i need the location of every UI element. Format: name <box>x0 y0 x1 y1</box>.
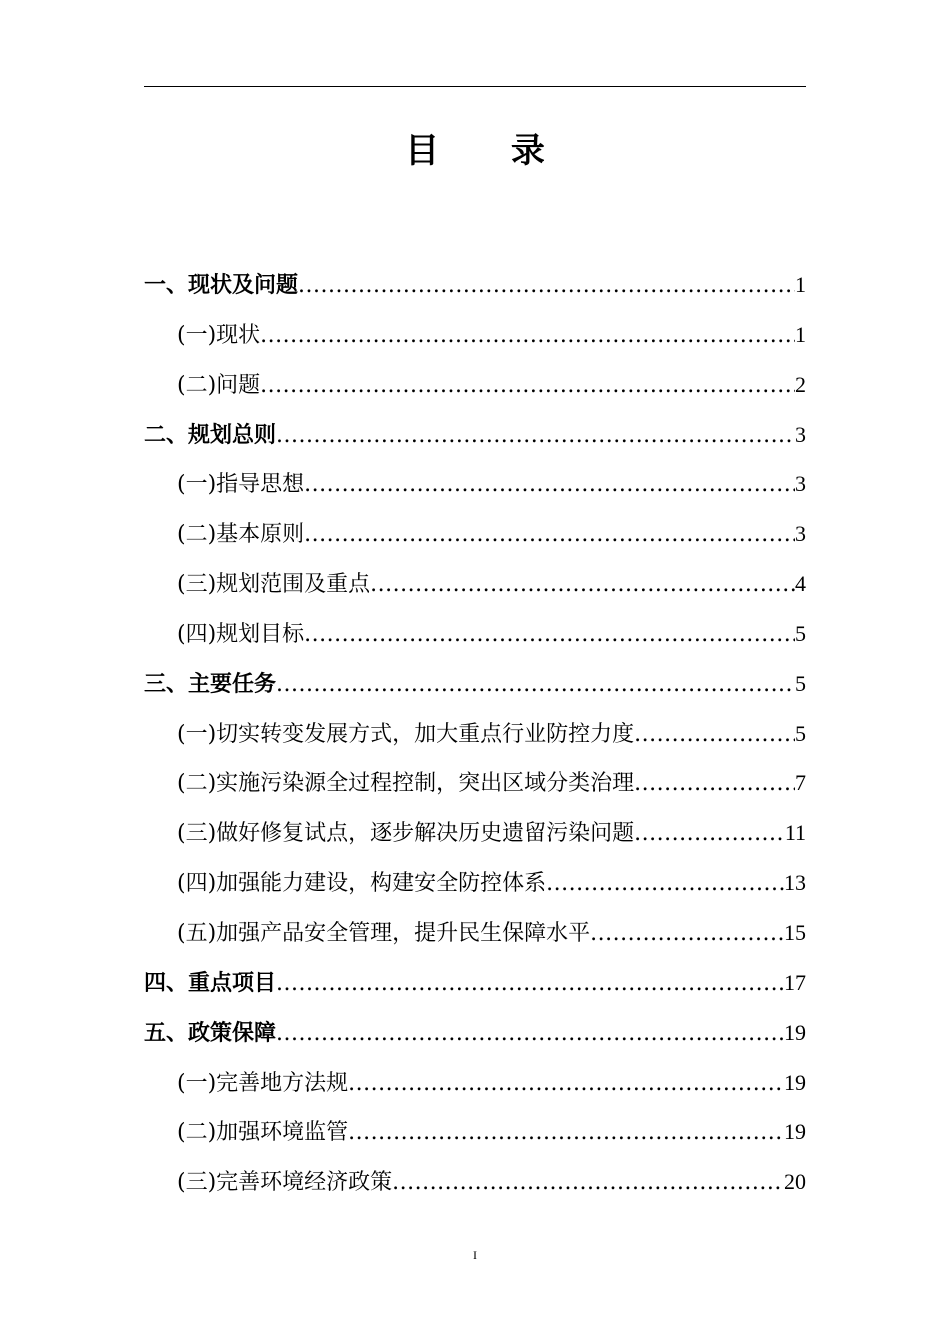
toc-dot-leader <box>304 613 795 657</box>
toc-entry-title: (四)规划目标 <box>177 621 305 647</box>
toc-page-number: 5 <box>795 720 806 746</box>
toc-page-number: 19 <box>784 1069 806 1095</box>
toc-page-number: 1 <box>795 272 806 297</box>
table-of-contents <box>144 263 806 1210</box>
toc-section-entry[interactable] <box>144 462 806 512</box>
toc-page-number: 15 <box>784 919 806 945</box>
toc-entry-title: (二)加强环境监管 <box>177 1120 349 1146</box>
header-rule <box>144 86 806 87</box>
toc-dot-leader <box>370 563 795 607</box>
toc-section-entry[interactable] <box>144 1110 806 1160</box>
toc-entry-title: 二、规划总则 <box>144 422 277 448</box>
toc-chapter-entry[interactable] <box>144 413 806 463</box>
toc-chapter-entry[interactable] <box>144 662 806 712</box>
toc-page-number: 5 <box>795 620 806 646</box>
toc-page-number: 11 <box>784 820 806 846</box>
toc-entry-title: 三、主要任务 <box>144 671 277 697</box>
toc-entry-title: 一、现状及问题 <box>144 273 299 298</box>
toc-entry-title: (三)完善环境经济政策 <box>177 1170 393 1196</box>
toc-dot-leader <box>304 513 795 557</box>
toc-dot-leader <box>276 663 795 707</box>
toc-page-number: 20 <box>784 1169 806 1195</box>
toc-section-entry[interactable] <box>144 313 806 363</box>
toc-page-number: 3 <box>795 521 806 547</box>
toc-chapter-entry[interactable] <box>144 961 806 1011</box>
toc-entry-title: (一)完善地方法规 <box>177 1070 349 1096</box>
toc-section-entry[interactable] <box>144 562 806 612</box>
toc-dot-leader <box>590 912 784 956</box>
toc-page-number: 19 <box>784 1019 806 1045</box>
toc-section-entry[interactable] <box>144 1160 806 1210</box>
toc-page-number: 1 <box>795 321 806 347</box>
toc-dot-leader <box>634 713 795 757</box>
toc-section-entry[interactable] <box>144 761 806 811</box>
toc-entry-title: (二)实施污染源全过程控制，突出区域分类治理 <box>177 771 635 797</box>
toc-page-number: 5 <box>795 670 806 696</box>
toc-dot-leader <box>348 1111 784 1155</box>
toc-dot-leader <box>634 762 795 806</box>
toc-page-number: 7 <box>795 770 806 796</box>
toc-entry-title: (一)现状 <box>177 322 261 348</box>
toc-page-number: 13 <box>784 870 806 896</box>
toc-entry-title: (一)切实转变发展方式，加大重点行业防控力度 <box>177 721 635 747</box>
toc-entry-title: (四)加强能力建设，构建安全防控体系 <box>177 871 547 897</box>
toc-section-entry[interactable] <box>144 363 806 413</box>
toc-entry-title: 五、政策保障 <box>144 1020 277 1046</box>
toc-section-entry[interactable] <box>144 612 806 662</box>
toc-section-entry[interactable] <box>144 911 806 961</box>
toc-page-number: 4 <box>795 571 806 597</box>
toc-chapter-entry[interactable] <box>144 263 806 313</box>
toc-page-number: 3 <box>795 421 806 447</box>
toc-section-entry[interactable] <box>144 712 806 762</box>
toc-dot-leader <box>304 463 795 507</box>
toc-entry-title: (一)指导思想 <box>177 472 305 498</box>
toc-dot-leader <box>546 862 784 906</box>
page-title: 目 录 <box>405 131 575 171</box>
toc-page-number: 2 <box>795 371 806 397</box>
toc-dot-leader <box>348 1062 784 1106</box>
toc-dot-leader <box>260 314 795 358</box>
toc-dot-leader <box>260 364 795 408</box>
toc-page-number: 3 <box>795 471 806 497</box>
toc-entry-title: (三)做好修复试点，逐步解决历史遗留污染问题 <box>177 821 635 847</box>
toc-dot-leader <box>298 264 795 308</box>
toc-page-number: 19 <box>784 1119 806 1145</box>
toc-section-entry[interactable] <box>144 861 806 911</box>
toc-entry-title: 四、重点项目 <box>144 970 277 996</box>
toc-dot-leader <box>276 962 784 1006</box>
toc-dot-leader <box>392 1161 784 1205</box>
toc-dot-leader <box>276 414 795 458</box>
toc-dot-leader <box>634 812 785 856</box>
toc-dot-leader <box>276 1012 784 1056</box>
toc-entry-title: (二)问题 <box>177 372 261 398</box>
toc-section-entry[interactable] <box>144 811 806 861</box>
toc-entry-title: (二)基本原则 <box>177 522 305 548</box>
toc-section-entry[interactable] <box>144 512 806 562</box>
toc-entry-title: (三)规划范围及重点 <box>177 572 371 598</box>
toc-section-entry[interactable] <box>144 1061 806 1111</box>
toc-chapter-entry[interactable] <box>144 1011 806 1061</box>
toc-page-number: 17 <box>784 969 806 995</box>
page-number: I <box>473 1248 477 1262</box>
toc-entry-title: (五)加强产品安全管理，提升民生保障水平 <box>177 920 591 946</box>
